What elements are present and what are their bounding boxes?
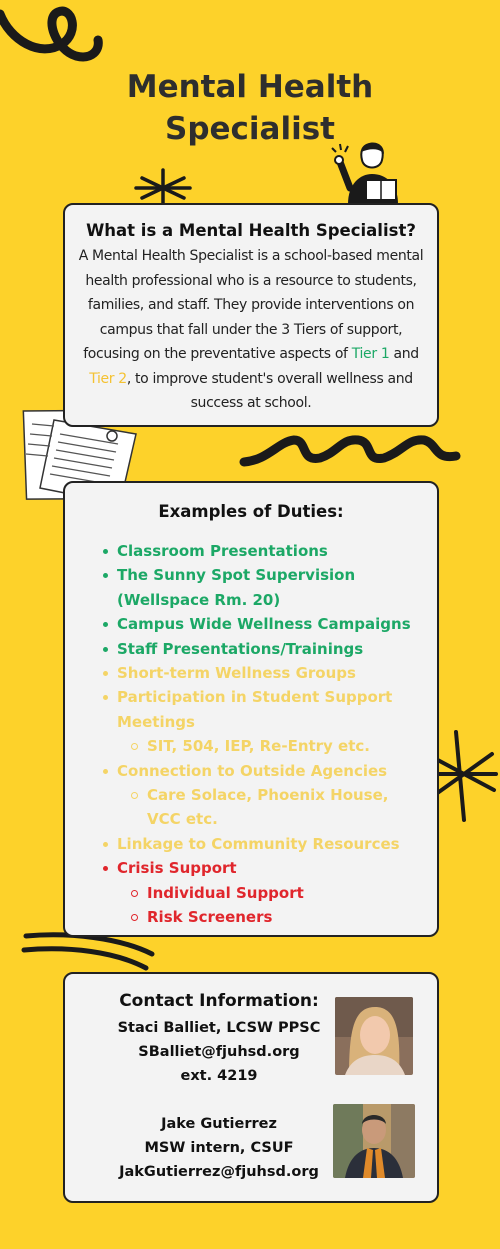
avatar	[333, 1104, 415, 1178]
list-item: Staff Presentations/Trainings	[99, 637, 427, 661]
and-text: and	[389, 346, 419, 362]
duties-card	[63, 481, 439, 937]
what-is-card	[63, 203, 439, 427]
sub-list-item: Risk Screeners	[99, 905, 427, 929]
contact-name: Jake Gutierrez	[161, 1116, 277, 1132]
contact-role: MSW intern, CSUF	[144, 1140, 294, 1156]
what-is-description	[75, 244, 427, 416]
contact-name: Staci Balliet, LCSW PPSC	[117, 1020, 321, 1036]
tier2-text: Tier 2	[89, 370, 127, 387]
list-item: Connection to Outside Agencies	[99, 759, 427, 783]
title-line-1: Mental Health	[126, 69, 374, 105]
description-text: A Mental Health Specialist is a school-based mental health professional who is a resource to students, families, and staff. They provide interventions on campus that fall under the 3 Tiers of support, focusing on the preventative aspects of	[78, 248, 424, 362]
list-item: Campus Wide Wellness Campaigns	[99, 612, 427, 636]
zigzag-doodle	[238, 430, 464, 474]
title-line-2: Specialist	[165, 111, 335, 147]
list-item: Participation in Student Support Meetings	[99, 685, 427, 734]
list-item: The Sunny Spot Supervision (Wellspace Rm. 20)	[99, 563, 427, 612]
list-item: Linkage to Community Resources	[99, 832, 427, 856]
contact-email[interactable]: SBalliet@fjuhsd.org	[138, 1044, 300, 1060]
list-item: Classroom Presentations	[99, 539, 427, 563]
description-end-text: , to improve student's overall wellness and success at school.	[126, 370, 413, 411]
duties-heading: Examples of Duties:	[158, 502, 344, 521]
tier1-text: Tier 1	[351, 346, 390, 362]
contact-extension: ext. 4219	[180, 1068, 258, 1084]
avatar	[335, 997, 413, 1075]
contact-heading: Contact Information:	[119, 991, 319, 1011]
duties-list	[99, 539, 427, 930]
swirl-doodle	[0, 0, 110, 70]
sub-list-item: Individual Support	[99, 881, 427, 905]
contact-email[interactable]: JakGutierrez@fjuhsd.org	[119, 1164, 319, 1180]
presenter-illustration	[326, 138, 418, 208]
sub-list-item: SIT, 504, IEP, Re-Entry etc.	[99, 734, 427, 758]
what-is-heading: What is a Mental Health Specialist?	[86, 221, 416, 240]
list-item: Short-term Wellness Groups	[99, 661, 427, 685]
contact-card	[63, 972, 439, 1203]
sub-list-item: Care Solace, Phoenix House, VCC etc.	[99, 783, 427, 832]
list-item: Crisis Support	[99, 856, 427, 880]
starburst-icon	[430, 728, 500, 824]
